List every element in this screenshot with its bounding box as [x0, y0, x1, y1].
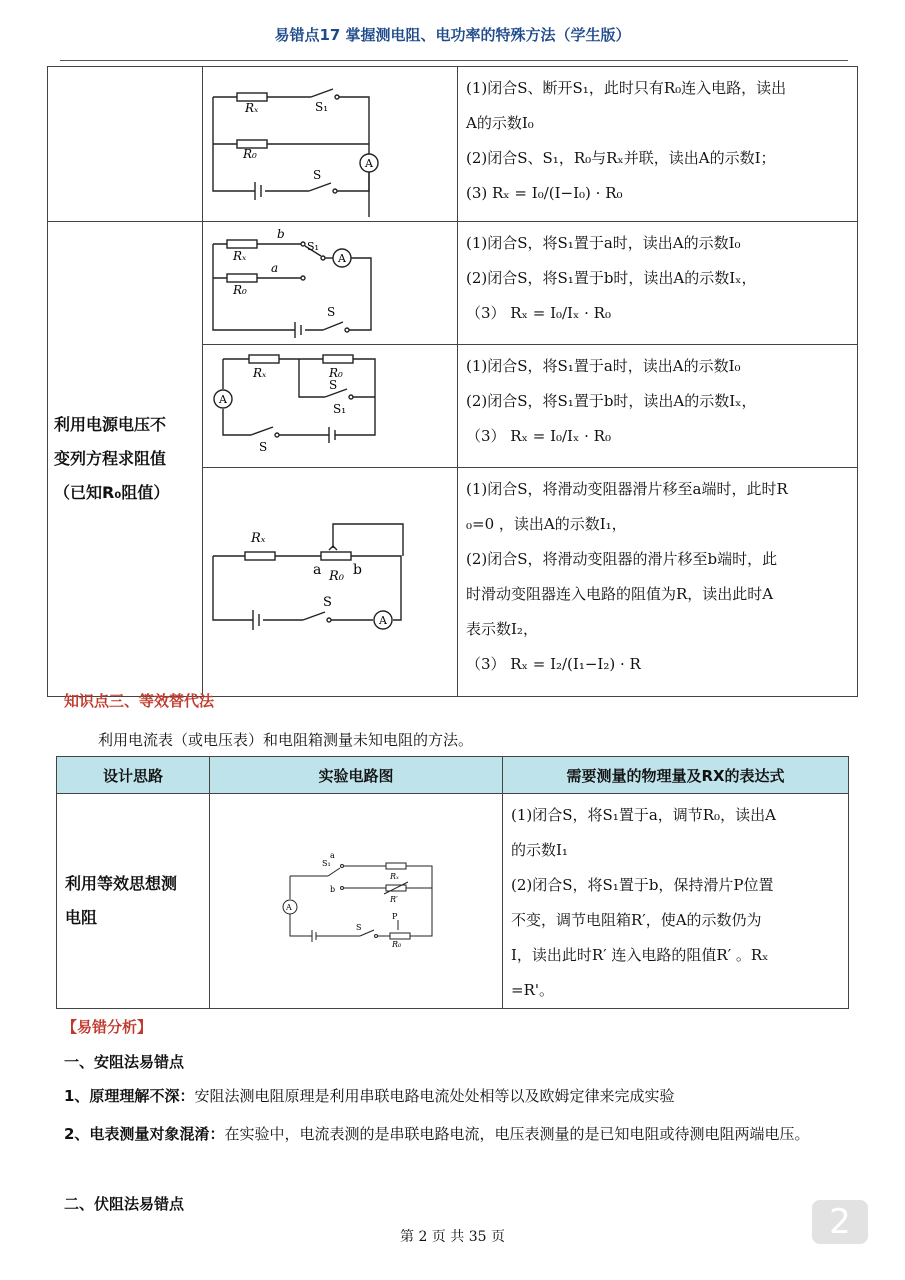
r0-label: R₀ — [392, 940, 402, 949]
page-footer: 第 2 页 共 35 页 — [400, 1229, 505, 1245]
s-label: S — [323, 595, 332, 610]
formula-line: (3) Rₓ = I₀/(I−I₀) · R₀ — [466, 184, 623, 202]
s1-label: S₁ — [315, 100, 329, 114]
rx-label: Rₓ — [251, 531, 266, 546]
rx-label: Rₓ — [253, 366, 267, 380]
method-label-line: 利用电源电压不 — [54, 415, 167, 434]
formula-line: （3） Rₓ = I₀/Iₓ · R₀ — [466, 304, 611, 322]
ammeter-icon: A — [379, 614, 387, 627]
method-label-line: 变列方程求阻值 — [54, 449, 167, 468]
paragraph-1-text: 安阻法测电阻原理是利用串联电路电流处处相等以及欧姆定律来完成实验 — [194, 1087, 675, 1105]
steps-cell-5 — [503, 794, 849, 1009]
empty-label-cell — [48, 67, 203, 222]
s-label: S — [327, 305, 336, 319]
circuit-cell-1 — [203, 67, 458, 222]
ammeter-icon: A — [219, 393, 227, 406]
paragraph-1-label: 1、原理理解不深： — [64, 1087, 195, 1105]
step-line: ₀=0 ，读出A的示数I₁， — [466, 515, 627, 533]
step-line: (2)闭合S，将S₁置于b时，读出A的示数Iₓ， — [466, 269, 757, 287]
step-line: (2)闭合S，将滑动变阻器的滑片移至b端时，此 — [466, 550, 778, 568]
header-quantities: 需要测量的物理量及RX的表达式 — [503, 757, 849, 794]
step-line: (1)闭合S，将滑动变阻器滑片移至a端时，此时R — [466, 480, 788, 498]
design-label-line: 利用等效思想测 — [65, 874, 178, 893]
circuit-diagram-1 — [203, 67, 457, 217]
paragraph-1 — [64, 1080, 854, 1112]
method-table — [47, 66, 858, 697]
page-number-badge: 2 — [812, 1200, 868, 1244]
a-label: a — [330, 851, 335, 860]
page-header: 易错点17 掌握测电阻、电功率的特殊方法（学生版） — [274, 26, 631, 44]
formula-line: （3） Rₓ = I₀/Iₓ · R₀ — [466, 427, 611, 445]
s1-label: S₁ — [322, 859, 331, 868]
header-design: 设计思路 — [57, 757, 210, 794]
step-line: 不变，调节电阻箱R′，使A的示数仍为 — [511, 911, 762, 929]
paragraph-2-label: 2、电表测量对象混淆： — [64, 1125, 225, 1143]
b-label: b — [330, 885, 336, 894]
circuit-cell-4 — [203, 468, 458, 697]
step-line: (1)闭合S，将S₁置于a时，读出A的示数I₀ — [466, 234, 741, 252]
steps-cell-2 — [458, 222, 858, 345]
heading-ammeter-method: 一、安阻法易错点 — [64, 1053, 185, 1071]
ammeter-icon: A — [338, 252, 346, 265]
circuit-cell-3 — [203, 345, 458, 468]
steps-cell-1 — [458, 67, 858, 222]
r0-label: R₀ — [329, 366, 343, 380]
step-line: (1)闭合S，将S₁置于a时，读出A的示数I₀ — [466, 357, 741, 375]
step-line: (2)闭合S、S₁，R₀与Rₓ并联，读出A的示数I； — [466, 149, 776, 167]
step-line: I，读出此时R′ 连入电路的阻值R′ 。Rₓ — [511, 946, 769, 964]
step-line: 时滑动变阻器连入电路的阻值为R，读出此时A — [466, 585, 774, 603]
circuit-diagram-2 — [203, 222, 457, 340]
step-line: (1)闭合S，将S₁置于a，调节R₀，读出A — [511, 806, 776, 824]
steps-cell-3 — [458, 345, 858, 468]
r0-label: R₀ — [233, 283, 247, 297]
b-label: b — [353, 562, 362, 578]
steps-cell-4 — [458, 468, 858, 697]
step-line: =R'。 — [511, 981, 554, 999]
circuit-diagram-5 — [210, 794, 502, 1004]
step-line: (2)闭合S，将S₁置于b时，读出A的示数Iₓ， — [466, 392, 757, 410]
method-label-cell — [48, 222, 203, 697]
design-label-line: 电阻 — [65, 908, 98, 927]
rx-label: Rₓ — [390, 872, 399, 881]
step-line: 的示数I₁ — [511, 841, 568, 859]
section-title: 知识点三、等效替代法 — [64, 692, 215, 710]
paragraph-2 — [64, 1118, 854, 1150]
rx-label: Rₓ — [233, 249, 247, 263]
r0-label: R₀ — [329, 569, 344, 584]
rx-label: Rₓ — [245, 101, 259, 115]
step-line: (2)闭合S，将S₁置于b，保持滑片P位置 — [511, 876, 774, 894]
s1-label: S₁ — [333, 402, 347, 416]
formula-line: （3） Rₓ = I₂/(I₁−I₂) · R — [466, 655, 641, 673]
circuit-cell-2 — [203, 222, 458, 345]
step-line: (1)闭合S、断开S₁，此时只有R₀连入电路，读出 — [466, 79, 787, 97]
heading-voltmeter-method: 二、伏阻法易错点 — [64, 1195, 185, 1213]
step-line: 表示数I₂， — [466, 620, 538, 638]
s-label: S — [259, 440, 268, 454]
s-label: S — [313, 168, 322, 182]
section-intro: 利用电流表（或电压表）和电阻箱测量未知电阻的方法。 — [98, 731, 474, 749]
design-cell — [57, 794, 210, 1009]
ammeter-icon: A — [286, 903, 292, 912]
method-label-line: （已知R₀阻值） — [54, 483, 170, 502]
circuit-diagram-4 — [203, 468, 457, 692]
b-label: b — [277, 227, 285, 241]
substitution-table — [56, 756, 849, 1009]
r0-label: R₀ — [243, 147, 257, 161]
analysis-title: 【易错分析】 — [62, 1018, 153, 1036]
s1-label: S₁ — [307, 240, 319, 253]
p-label: P — [392, 912, 398, 921]
s-label: S — [329, 378, 338, 392]
ammeter-icon: A — [365, 157, 373, 170]
header-rule — [60, 60, 848, 61]
s-label: S — [356, 923, 362, 932]
a-label: a — [271, 261, 279, 275]
circuit-diagram-3 — [203, 345, 457, 463]
header-circuit: 实验电路图 — [210, 757, 503, 794]
step-line: A的示数I₀ — [466, 114, 534, 132]
circuit-cell-5 — [210, 794, 503, 1009]
paragraph-2-text: 在实验中，电流表测的是串联电路电流，电压表测量的是已知电阻或待测电阻两端电压。 — [224, 1125, 810, 1143]
resistance-box-label: R′ — [390, 895, 398, 904]
a-label: a — [313, 562, 322, 578]
